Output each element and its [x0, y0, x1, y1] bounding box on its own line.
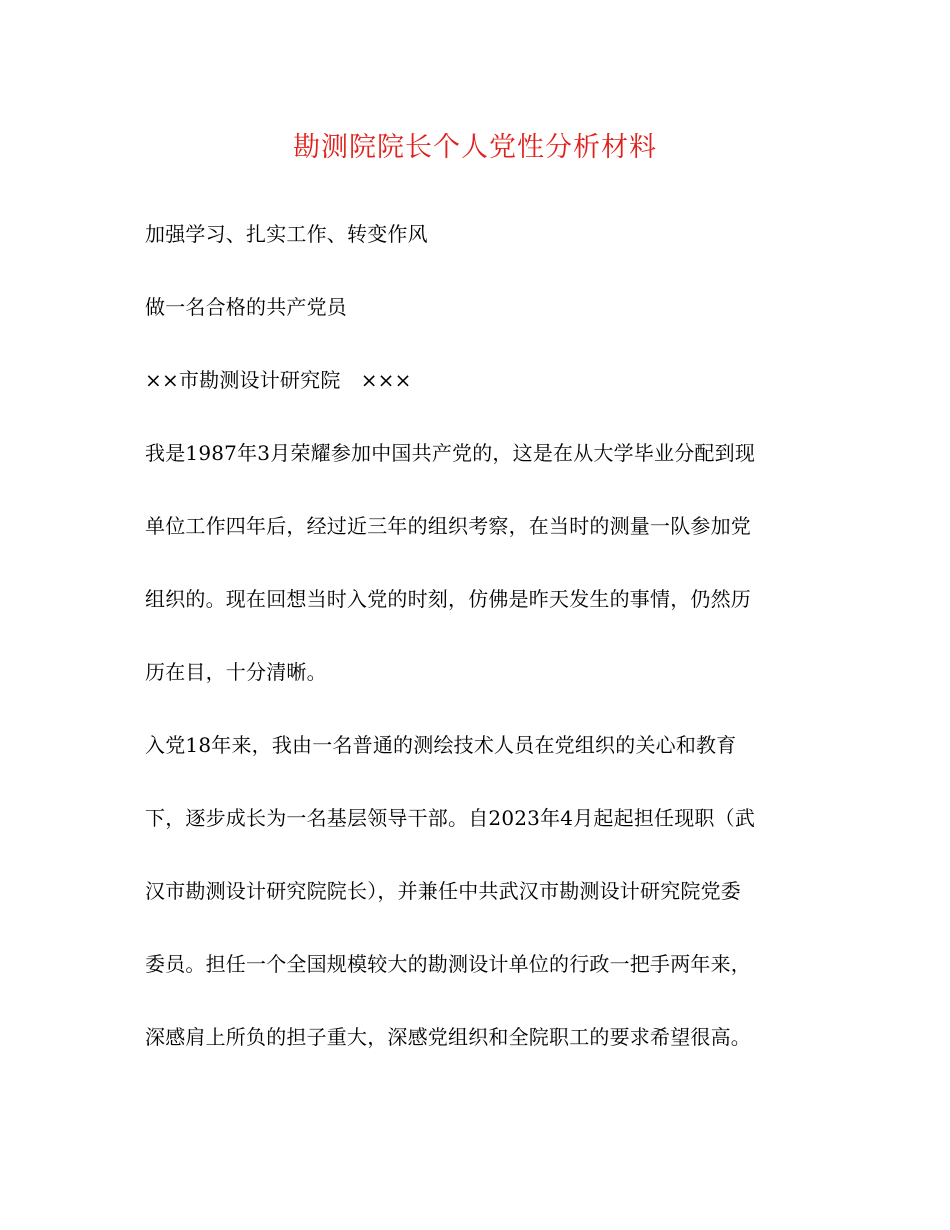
- paragraph-1-line-1: 我是1987年3月荣耀参加中国共产党的，这是在从大学毕业分配到现: [145, 441, 756, 465]
- author-line: ××市勘测设计研究院 ×××: [145, 368, 412, 392]
- paragraph-2-line-1: 入党18年来，我由一名普通的测绘技术人员在党组织的关心和教育: [145, 733, 737, 757]
- paragraph-2-line-5: 深感肩上所负的担子重大，深感党组织和全院职工的要求希望很高。: [145, 1025, 751, 1049]
- paragraph-1-line-4: 历在目，十分清晰。: [145, 660, 327, 684]
- paragraph-1-line-3: 组织的。现在回想当时入党的时刻，仿佛是昨天发生的事情，仍然历: [145, 587, 751, 611]
- document-body: [145, 214, 810, 1090]
- paragraph-2-line-2: 下，逐步成长为一名基层领导干部。自2023年4月起起担任现职（武: [145, 806, 756, 830]
- subtitle-line-1: 加强学习、扎实工作、转变作风: [145, 222, 428, 246]
- paragraph-2-line-3: 汉市勘测设计研究院院长），并兼任中共武汉市勘测设计研究院党委: [145, 879, 741, 903]
- paragraph-2-line-4: 委员。担任一个全国规模较大的勘测设计单位的行政一把手两年来，: [145, 952, 751, 976]
- document-title: 勘测院院长个人党性分析材料: [293, 132, 657, 163]
- subtitle-line-2: 做一名合格的共产党员: [145, 295, 347, 319]
- paragraph-1-line-2: 单位工作四年后，经过近三年的组织考察，在当时的测量一队参加党: [145, 514, 751, 538]
